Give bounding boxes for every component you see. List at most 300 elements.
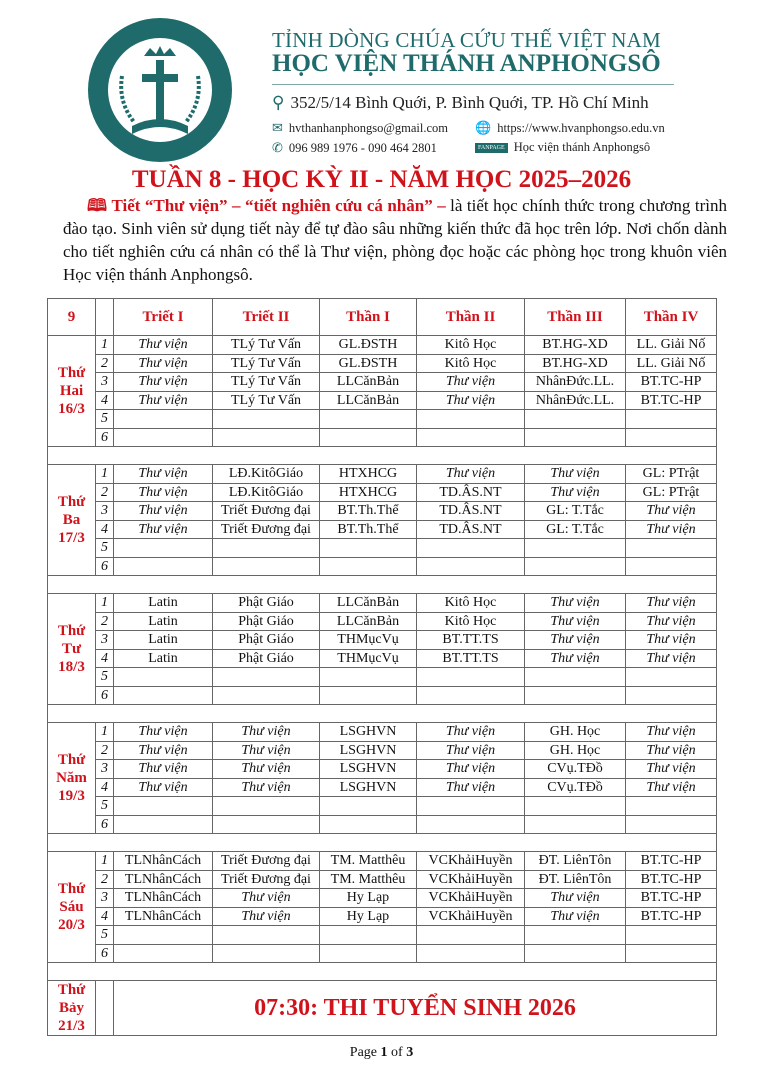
day-label-line: Hai — [59, 383, 84, 399]
class-cell: Thư viện — [213, 889, 320, 908]
class-cell — [114, 539, 213, 558]
class-cell: Thư viện — [213, 760, 320, 779]
class-cell — [114, 686, 213, 705]
class-cell: LĐ.KitôGiáo — [213, 483, 320, 502]
table-row — [48, 797, 717, 816]
class-cell: TLNhânCách — [114, 870, 213, 889]
class-cell: LL. Giải Nố — [626, 354, 717, 373]
class-cell: ĐT. LiênTôn — [525, 852, 626, 871]
period-number: 2 — [96, 612, 114, 631]
class-cell: BT.Th.Thể — [320, 520, 417, 539]
class-cell: Kitô Học — [417, 612, 525, 631]
table-row — [48, 889, 717, 908]
table-row — [48, 373, 717, 392]
table-row — [48, 944, 717, 963]
class-cell: TLý Tư Vấn — [213, 354, 320, 373]
class-cell: Thư viện — [525, 612, 626, 631]
class-cell: Thư viện — [114, 354, 213, 373]
day-cell — [48, 465, 96, 576]
day-label-line: Tư — [61, 641, 81, 657]
class-cell: Thư viện — [114, 760, 213, 779]
class-cell: Hy Lạp — [320, 889, 417, 908]
class-cell — [525, 815, 626, 834]
table-row — [48, 815, 717, 834]
class-cell: BT.TC-HP — [626, 373, 717, 392]
table-row — [48, 336, 717, 355]
class-cell — [320, 926, 417, 945]
class-cell — [626, 668, 717, 687]
table-row — [48, 594, 717, 613]
class-cell — [525, 557, 626, 576]
header-row — [48, 299, 717, 336]
period-number: 6 — [96, 944, 114, 963]
class-cell — [626, 944, 717, 963]
class-cell: BT.TC-HP — [626, 852, 717, 871]
period-number: 5 — [96, 539, 114, 558]
class-cell — [213, 797, 320, 816]
period-number: 3 — [96, 889, 114, 908]
class-cell — [114, 428, 213, 447]
class-cell: Thư viện — [114, 391, 213, 410]
day-separator-row — [48, 834, 717, 852]
class-cell — [525, 410, 626, 429]
day-separator-row — [48, 576, 717, 594]
class-cell: LLCănBản — [320, 373, 417, 392]
class-cell — [114, 410, 213, 429]
phone: ✆ 096 989 1976 - 090 464 2801 — [272, 140, 437, 155]
day-label-line: Bảy — [58, 1000, 84, 1016]
table-row — [48, 907, 717, 926]
class-cell — [417, 539, 525, 558]
class-cell — [525, 926, 626, 945]
day-label-line: Ba — [62, 512, 81, 528]
day-label-line: Thứ — [57, 623, 86, 639]
globe-icon: 🌐 — [475, 120, 492, 135]
header-divider — [272, 84, 674, 85]
class-cell: Thư viện — [417, 465, 525, 484]
page-title: TUẦN 8 - HỌC KỲ II - NĂM HỌC 2025–2026 — [131, 166, 632, 193]
class-cell: Thư viện — [626, 612, 717, 631]
class-cell — [417, 557, 525, 576]
class-cell: CVụ.TĐồ — [525, 778, 626, 797]
column-header: Thần I — [320, 299, 417, 336]
day-label-line: Thứ — [57, 494, 86, 510]
class-cell: TLNhânCách — [114, 889, 213, 908]
class-cell: Thư viện — [213, 723, 320, 742]
class-cell — [114, 557, 213, 576]
class-cell: TD.ÂS.NT — [417, 520, 525, 539]
week-number: 9 — [48, 299, 96, 336]
separator-cell — [48, 963, 717, 981]
class-cell: LL. Giải Nố — [626, 336, 717, 355]
class-cell: Thư viện — [213, 741, 320, 760]
class-cell: Thư viện — [417, 391, 525, 410]
class-cell — [213, 815, 320, 834]
period-number: 5 — [96, 668, 114, 687]
class-cell: Thư viện — [417, 778, 525, 797]
period-number: 4 — [96, 520, 114, 539]
fanpage-icon: FANPAGE — [475, 143, 508, 153]
institute-name: HỌC VIỆN THÁNH ANPHONGSÔ — [272, 50, 661, 77]
period-number: 1 — [96, 465, 114, 484]
separator-cell — [48, 447, 717, 465]
class-cell — [525, 668, 626, 687]
class-cell: LLCănBản — [320, 612, 417, 631]
period-header — [96, 299, 114, 336]
class-cell: Thư viện — [626, 594, 717, 613]
separator-cell — [48, 705, 717, 723]
column-header: Triết II — [213, 299, 320, 336]
class-cell — [320, 944, 417, 963]
class-cell: Phật Giáo — [213, 612, 320, 631]
class-cell — [320, 539, 417, 558]
day-cell — [48, 981, 96, 1036]
class-cell: Thư viện — [525, 907, 626, 926]
table-row — [48, 870, 717, 889]
class-cell — [626, 428, 717, 447]
class-cell: Latin — [114, 612, 213, 631]
table-row — [48, 778, 717, 797]
class-cell — [213, 410, 320, 429]
period-number: 3 — [96, 373, 114, 392]
day-separator-row — [48, 963, 717, 981]
class-cell: HTXHCG — [320, 465, 417, 484]
class-cell: Thư viện — [626, 649, 717, 668]
table-row — [48, 465, 717, 484]
fanpage-link[interactable]: FANPAGE Học viện thánh Anphongsô — [475, 140, 650, 155]
period-number: 4 — [96, 778, 114, 797]
class-cell: Thư viện — [525, 483, 626, 502]
table-row — [48, 668, 717, 687]
class-cell: Thư viện — [626, 631, 717, 650]
day-cell — [48, 723, 96, 834]
period-number — [96, 981, 114, 1036]
phone-icon: ✆ — [272, 140, 283, 155]
period-number: 6 — [96, 815, 114, 834]
institute-logo — [86, 16, 234, 164]
period-number: 4 — [96, 391, 114, 410]
class-cell: TLý Tư Vấn — [213, 373, 320, 392]
day-separator-row — [48, 447, 717, 465]
class-cell — [525, 428, 626, 447]
period-number: 2 — [96, 741, 114, 760]
class-cell: TLý Tư Vấn — [213, 391, 320, 410]
table-row — [48, 760, 717, 779]
class-cell — [213, 926, 320, 945]
column-header: Thần III — [525, 299, 626, 336]
class-cell: LĐ.KitôGiáo — [213, 465, 320, 484]
page-number: Page 1 of 3 — [349, 1045, 414, 1060]
class-cell: GH. Học — [525, 723, 626, 742]
period-number: 2 — [96, 354, 114, 373]
class-cell: VCKhảiHuyền — [417, 889, 525, 908]
table-row — [48, 410, 717, 429]
class-cell: Thư viện — [114, 778, 213, 797]
class-cell: Thư viện — [626, 520, 717, 539]
class-cell — [525, 797, 626, 816]
class-cell — [114, 797, 213, 816]
class-cell: ĐT. LiênTôn — [525, 870, 626, 889]
class-cell: Kitô Học — [417, 354, 525, 373]
class-cell: GL: PTrật — [626, 465, 717, 484]
table-row — [48, 741, 717, 760]
class-cell: Thư viện — [525, 594, 626, 613]
class-cell: Triết Đương đại — [213, 870, 320, 889]
class-cell: Thư viện — [114, 520, 213, 539]
period-number: 2 — [96, 870, 114, 889]
class-cell: THMụcVụ — [320, 649, 417, 668]
class-cell — [114, 668, 213, 687]
class-cell — [417, 926, 525, 945]
class-cell — [320, 797, 417, 816]
class-cell: LSGHVN — [320, 741, 417, 760]
class-cell: TLNhânCách — [114, 852, 213, 871]
day-cell — [48, 594, 96, 705]
class-cell: Thư viện — [417, 741, 525, 760]
day-label-line: Thứ — [57, 982, 86, 998]
class-cell: Thư viện — [417, 760, 525, 779]
class-cell: BT.TC-HP — [626, 391, 717, 410]
class-cell — [213, 428, 320, 447]
class-cell — [213, 944, 320, 963]
period-number: 3 — [96, 502, 114, 521]
class-cell — [213, 557, 320, 576]
day-label-line: 21/3 — [58, 1018, 85, 1034]
period-number: 3 — [96, 760, 114, 779]
period-number: 5 — [96, 926, 114, 945]
class-cell: GL: PTrật — [626, 483, 717, 502]
class-cell: Phật Giáo — [213, 594, 320, 613]
class-cell — [626, 686, 717, 705]
period-number: 5 — [96, 797, 114, 816]
class-cell: GL: T.Tắc — [525, 520, 626, 539]
class-cell: GL.ĐSTH — [320, 336, 417, 355]
class-cell: CVụ.TĐồ — [525, 760, 626, 779]
day-label-line: Năm — [56, 770, 87, 786]
class-cell: HTXHCG — [320, 483, 417, 502]
class-cell: TLNhânCách — [114, 907, 213, 926]
class-cell — [114, 926, 213, 945]
website-link[interactable]: 🌐 https://www.hvanphongso.edu.vn — [475, 120, 665, 135]
class-cell: BT.HG-XD — [525, 354, 626, 373]
table-row — [48, 539, 717, 558]
class-cell: BT.TC-HP — [626, 907, 717, 926]
class-cell: Kitô Học — [417, 336, 525, 355]
class-cell: LLCănBản — [320, 594, 417, 613]
class-cell: Latin — [114, 594, 213, 613]
class-cell: BT.TC-HP — [626, 870, 717, 889]
class-cell: TLý Tư Vấn — [213, 336, 320, 355]
period-number: 1 — [96, 336, 114, 355]
schedule-table — [47, 298, 717, 1036]
table-row — [48, 502, 717, 521]
day-separator-row — [48, 705, 717, 723]
period-number: 6 — [96, 428, 114, 447]
class-cell — [114, 944, 213, 963]
class-cell — [626, 410, 717, 429]
class-cell: GL: T.Tắc — [525, 502, 626, 521]
class-cell — [320, 410, 417, 429]
class-cell: LSGHVN — [320, 760, 417, 779]
class-cell: Thư viện — [114, 723, 213, 742]
day-label-line: Sáu — [59, 899, 84, 915]
class-cell: Phật Giáo — [213, 631, 320, 650]
class-cell: Thư viện — [114, 336, 213, 355]
column-header: Thần II — [417, 299, 525, 336]
class-cell — [213, 668, 320, 687]
class-cell: Thư viện — [114, 502, 213, 521]
class-cell: Kitô Học — [417, 594, 525, 613]
class-cell — [320, 815, 417, 834]
class-cell — [417, 944, 525, 963]
class-cell — [417, 686, 525, 705]
email[interactable]: ✉ hvthanhanphongso@gmail.com — [272, 120, 448, 135]
class-cell: LSGHVN — [320, 723, 417, 742]
class-cell: THMụcVụ — [320, 631, 417, 650]
day-cell — [48, 336, 96, 447]
day-label-line: 17/3 — [58, 530, 85, 546]
class-cell: Thư viện — [417, 373, 525, 392]
class-cell — [626, 797, 717, 816]
class-cell: TM. Matthêu — [320, 870, 417, 889]
class-cell — [525, 944, 626, 963]
class-cell: Thư viện — [213, 907, 320, 926]
book-icon: 🕮 — [87, 196, 112, 215]
class-cell: LSGHVN — [320, 778, 417, 797]
class-cell: BT.TT.TS — [417, 631, 525, 650]
class-cell: VCKhảiHuyền — [417, 907, 525, 926]
separator-cell — [48, 834, 717, 852]
period-number: 6 — [96, 557, 114, 576]
class-cell: BT.HG-XD — [525, 336, 626, 355]
table-row — [48, 391, 717, 410]
period-number: 3 — [96, 631, 114, 650]
class-cell: Thư viện — [626, 778, 717, 797]
table-row — [48, 926, 717, 945]
class-cell — [417, 668, 525, 687]
class-cell — [417, 797, 525, 816]
class-cell — [213, 539, 320, 558]
class-cell: Latin — [114, 631, 213, 650]
day-label-line: 16/3 — [58, 401, 85, 417]
class-cell: TD.ÂS.NT — [417, 502, 525, 521]
table-row — [48, 686, 717, 705]
class-cell: NhânĐức.LL. — [525, 391, 626, 410]
class-cell: Thư viện — [626, 502, 717, 521]
column-header: Triết I — [114, 299, 213, 336]
class-cell: Thư viện — [213, 778, 320, 797]
location-pin-icon: ⚲ — [272, 93, 285, 112]
class-cell — [417, 410, 525, 429]
period-number: 1 — [96, 852, 114, 871]
period-number: 2 — [96, 483, 114, 502]
class-cell: Triết Đương đại — [213, 502, 320, 521]
class-cell — [320, 557, 417, 576]
class-cell — [525, 539, 626, 558]
class-cell — [320, 668, 417, 687]
period-number: 6 — [96, 686, 114, 705]
intro-paragraph: 🕮 Tiết “Thư viện” – “tiết nghiên cứu cá nhân” – là tiết học chính thức trong chương trình đào tạo. Sinh viên sử dụng tiết này để tự đào sâu những kiến thức đã học trên lớp. Nơi chốn dành cho tiết nghiên cứu cá nhân có thể là Thư viện, phòng đọc hoặc các phòng học trong khuôn viên Học viện thánh Anphongsô. — [63, 196, 727, 284]
table-row — [48, 631, 717, 650]
period-number: 4 — [96, 649, 114, 668]
table-row — [48, 557, 717, 576]
class-cell: Hy Lạp — [320, 907, 417, 926]
class-cell — [626, 815, 717, 834]
class-cell: Thư viện — [525, 889, 626, 908]
table-row — [48, 520, 717, 539]
class-cell — [213, 686, 320, 705]
class-cell: LLCănBản — [320, 391, 417, 410]
class-cell: Thư viện — [114, 741, 213, 760]
table-row — [48, 723, 717, 742]
day-label-line: Thứ — [57, 881, 86, 897]
class-cell: Thư viện — [626, 741, 717, 760]
period-number: 5 — [96, 410, 114, 429]
table-row — [48, 483, 717, 502]
class-cell: Thư viện — [525, 631, 626, 650]
class-cell: BT.TC-HP — [626, 889, 717, 908]
class-cell — [626, 926, 717, 945]
table-row — [48, 428, 717, 447]
class-cell: Thư viện — [525, 649, 626, 668]
class-cell: Thư viện — [114, 483, 213, 502]
day-label-line: 18/3 — [58, 659, 85, 675]
table-row — [48, 612, 717, 631]
class-cell — [320, 428, 417, 447]
period-number: 4 — [96, 907, 114, 926]
class-cell: GH. Học — [525, 741, 626, 760]
class-cell: Thư viện — [114, 465, 213, 484]
class-cell: BT.TT.TS — [417, 649, 525, 668]
class-cell — [525, 686, 626, 705]
org-line: TỈNH DÒNG CHÚA CỨU THẾ VIỆT NAM — [272, 28, 661, 52]
separator-cell — [48, 576, 717, 594]
class-cell: NhânĐức.LL. — [525, 373, 626, 392]
class-cell — [417, 815, 525, 834]
period-number: 1 — [96, 723, 114, 742]
class-cell: Thư viện — [417, 723, 525, 742]
class-cell — [417, 428, 525, 447]
class-cell: Thư viện — [626, 760, 717, 779]
class-cell: Thư viện — [114, 373, 213, 392]
exam-event: 07:30: THI TUYỂN SINH 2026 — [114, 981, 717, 1036]
mail-icon: ✉ — [272, 120, 283, 135]
day-label-line: 19/3 — [58, 788, 85, 804]
class-cell: VCKhảiHuyền — [417, 870, 525, 889]
class-cell: Phật Giáo — [213, 649, 320, 668]
saturday-row — [48, 981, 717, 1036]
column-header: Thần IV — [626, 299, 717, 336]
class-cell: TD.ÂS.NT — [417, 483, 525, 502]
day-label-line: Thứ — [57, 365, 86, 381]
class-cell: VCKhảiHuyền — [417, 852, 525, 871]
class-cell: Triết Đương đại — [213, 852, 320, 871]
class-cell — [626, 539, 717, 558]
day-label-line: 20/3 — [58, 917, 85, 933]
class-cell: TM. Matthêu — [320, 852, 417, 871]
class-cell — [114, 815, 213, 834]
day-label-line: Thứ — [57, 752, 86, 768]
class-cell: GL.ĐSTH — [320, 354, 417, 373]
table-row — [48, 852, 717, 871]
class-cell: Thư viện — [525, 465, 626, 484]
class-cell: Latin — [114, 649, 213, 668]
class-cell: BT.Th.Thể — [320, 502, 417, 521]
class-cell: Thư viện — [626, 723, 717, 742]
period-number: 1 — [96, 594, 114, 613]
class-cell: Triết Đương đại — [213, 520, 320, 539]
class-cell — [320, 686, 417, 705]
